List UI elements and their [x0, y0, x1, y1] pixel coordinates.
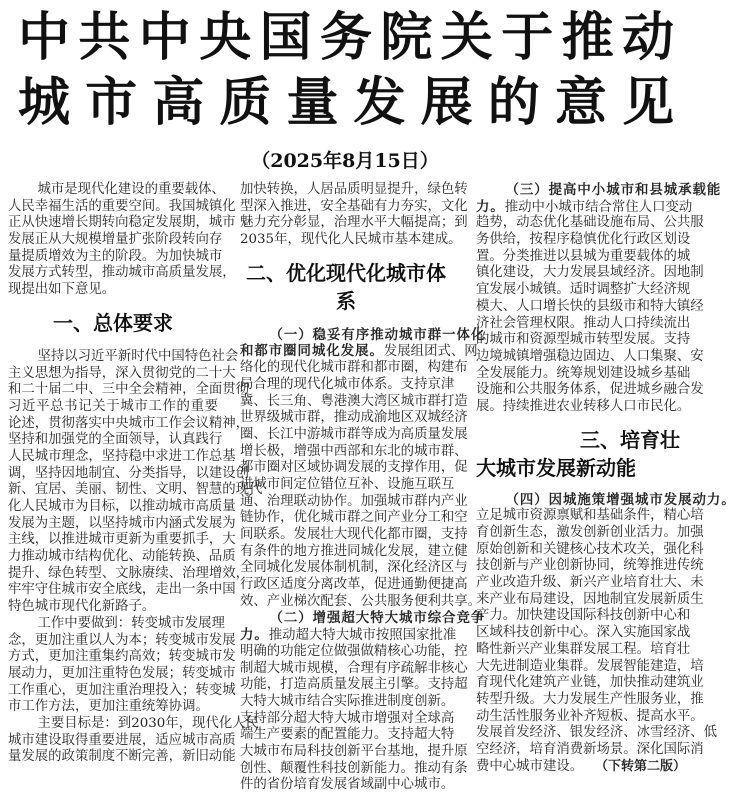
text-line: 主义思想为指导，深入贯彻党的二十大: [8, 365, 236, 381]
text-line: [476, 182, 722, 199]
body-text: 发展组团式、网: [383, 344, 478, 360]
paragraph: [8, 348, 263, 616]
text-line: 络化的现代化城市群和都市圈，构建布: [240, 360, 468, 376]
subheading-text: （三）提高中小城市和县城承载能: [505, 182, 722, 198]
subheading-text: 力。: [240, 627, 269, 644]
text-line: 都市圈对区域协调发展的支撑作用，促: [240, 460, 468, 476]
text-line: 方式，更加注重集约高效；转变城市发: [8, 649, 236, 665]
text-line: 新、宜居、美丽、韧性、文明、智慧的现代: [8, 482, 263, 498]
section-heading: 一、总体要求: [53, 310, 173, 335]
text-line: 论述，贯彻落实中央城市工作会议精神，: [8, 415, 250, 431]
text-line: 发展首发经济、银发经济、冰雪经济、低: [476, 725, 718, 741]
text-line: 念，更加注重以人为本；转变城市发展: [8, 632, 236, 648]
body-text: 推动中小城市结合常住人口变动: [504, 199, 693, 215]
subheading-text: 力。: [476, 198, 505, 215]
text-line: 人民幸福生活的重要空间。我国城镇化: [8, 198, 236, 214]
paragraph: [240, 182, 468, 249]
article-column-2: [240, 182, 486, 794]
paragraph: [240, 610, 486, 794]
text-line: [240, 343, 478, 360]
text-line: 工作重心，更加注重治理投入；转变城: [8, 682, 236, 698]
text-line: 有条件的地方推进同城化发展，建立健: [240, 543, 468, 559]
text-line: 略性新兴产业集群发展工程。培育壮: [476, 641, 691, 657]
text-line: [476, 198, 693, 216]
text-line: 行政区适度分离改革，促进通勤便捷高: [240, 577, 468, 593]
text-line: 大特大城市结合实际推进制度创新。: [240, 693, 455, 709]
text-line: 展。持续推进农业转移人口市民化。: [476, 398, 691, 414]
text-line: 设施和公共服务体系，促进城乡融合发: [476, 382, 704, 398]
text-line: 冀、长三角、粤港澳大湾区城市群打造: [240, 393, 468, 409]
subheading-text: （二）增强超大特大城市综合竞争: [269, 610, 486, 627]
text-line: 模大、人口增长快的县级市和特大镇经: [476, 298, 704, 314]
section-heading: 二、优化现代化城市体系: [246, 260, 446, 313]
text-line: 制超大城市规模，合理有序疏解非核心: [240, 660, 468, 676]
text-line: 动生活性服务业补齐短板、提高水平。: [476, 708, 704, 724]
text-line: 坚持和加强党的全面领导，认真践行: [8, 432, 223, 448]
text-line: 展动力，更加注重特色发展；转变城市: [8, 665, 236, 681]
text-line: 人民城市理念，坚持稳中求进工作总基: [8, 448, 236, 464]
text-line: 牢牢守住城市安全底线，走出一条中国: [8, 582, 236, 598]
publication-date: （2025年8月15日）: [251, 150, 439, 172]
headline-line-1: 中共中央国务院关于推动: [18, 8, 676, 68]
text-line: 费中心城市建设。 （下转第二版）: [476, 758, 686, 774]
text-line: 世界级城市群，推动成渝地区双城经济: [240, 410, 468, 426]
text-line: [476, 491, 736, 509]
text-line: 圈、长江中游城市群等成为高质量发展: [240, 426, 468, 442]
headline-line-2: 城市高质量发展的意见: [18, 73, 676, 133]
text-line: 功能，打造高质量发展主引擎。支持超: [240, 677, 468, 693]
text-line: 局合理的现代化城市体系。支持京津: [240, 376, 455, 392]
text-line: 边境城镇增强稳边固边、人口集聚、安: [476, 348, 704, 364]
text-line: 来产业布局建设，因地制宜发展新质生: [476, 591, 704, 607]
text-line: 力推动城市结构优化、动能转换、品质: [8, 549, 236, 565]
text-line: 宜发展小城镇。适时调整扩大经济规: [476, 282, 691, 298]
paragraph: [8, 715, 260, 766]
text-line: 通、治理联动协作。加强城市群内产业: [240, 493, 468, 509]
continued-on-page-2-note: （下转第二版）: [594, 758, 686, 774]
text-line: 大城市布局科技创新平台基地，提升原: [240, 743, 468, 759]
text-line: 产业改造升级、新兴产业培育壮大、未: [476, 575, 704, 591]
text-line: 现提出如下意见。: [8, 282, 116, 298]
text-line: 区域科技创新中心。深入实施国家战: [476, 625, 691, 641]
text-line: 原始创新和关键核心技术攻关，强化科: [476, 541, 704, 557]
text-line: 发展为主题，以坚持城市内涵式发展为: [8, 515, 236, 531]
body-text: 推动超大特大城市按照国家批准: [268, 628, 457, 644]
text-line: 支持部分超大特大城市增强对全球高: [240, 710, 455, 726]
article-column-3: [476, 182, 736, 775]
text-line: 转型升级。大力发展生产性服务业，推: [476, 691, 704, 707]
text-line: 产力。加快建设国际科技创新中心和: [476, 608, 691, 624]
text-line: 2035年，现代化人民城市基本建成。: [240, 232, 462, 248]
text-line: 济社会管理权限。推动人口持续流出: [476, 315, 691, 331]
text-line: 育创新生态，激发创新创业活力。加强: [476, 525, 704, 540]
text-line: 主要目标是：到2030年，现代化人民: [37, 715, 260, 731]
text-line: 坚持以习近平新时代中国特色社会: [37, 348, 239, 364]
text-line: 育现代化建筑产业链，加快推动建筑业: [476, 675, 704, 691]
text-line: 全发展能力。统筹规划建设城乡基础: [476, 365, 691, 381]
text-line: 明确的功能定位做强做精核心功能，控: [240, 643, 468, 659]
paragraph: [8, 182, 236, 299]
text-line: 量提质增效为主的阶段。为加快城市: [8, 248, 223, 264]
text-line: 大先进制造业集群。发展智能建造，培: [476, 658, 704, 674]
text-line: 调，坚持因地制宜、分类指导，以建设创: [8, 465, 250, 481]
text-line: 市工作方法，更加注重统筹协调。: [8, 699, 209, 715]
text-line: 增长极，增强中西部和东北的城市群、: [240, 443, 468, 459]
text-line: 城市建设取得重要进展，适应城市高质: [8, 732, 236, 748]
text-line: 习近平总书记关于城市工作的重要: [8, 398, 218, 414]
text-line: 型深入推进，安全基础有力夯实，文化: [240, 198, 468, 214]
text-line: 空经济，培育消费新场景。深化国际消: [476, 741, 704, 757]
text-line: 主线，以推进城市更新为重要抓手，大: [8, 532, 236, 548]
subheading-text: （四）因城施策增强城市发展动力。: [505, 491, 736, 508]
text-line: 间联系。发展壮大现代化都市圈，支持: [240, 527, 468, 542]
text-line: 工作中要做到：转变城市发展理: [37, 615, 225, 631]
text-line: 发展方式转型，推动城市高质量发展，: [8, 265, 236, 281]
text-line: 特色城市现代化新路子。: [8, 599, 156, 615]
text-line: 务供给，按程序稳慎优化行政区划设: [476, 232, 691, 248]
text-line: 发展正从大规模增量扩张阶段转向存: [8, 232, 223, 248]
text-line: 和二十届二中、三中全会精神，全面贯彻: [8, 382, 250, 398]
section-heading: 三、培育壮大城市发展新动能: [476, 427, 680, 480]
text-line: 镇化建设，大力发展县域经济。因地制: [476, 265, 704, 281]
paragraph: [476, 491, 736, 776]
text-line: 件的省份培育发展省域副中心城市。: [240, 777, 455, 793]
text-line: 量发展的政策制度不断完善，新旧动能: [8, 749, 236, 765]
text-line: 立足城市资源禀赋和基础条件，精心培: [476, 508, 704, 524]
subheading-text: （一）稳妥有序推动城市群一体化: [269, 326, 486, 343]
paragraph: [476, 182, 722, 416]
text-line: 的城市和资源型城市转型发展。支持: [476, 332, 691, 348]
text-line: 加快转换，人居品质明显提升，绿色转: [240, 182, 468, 197]
text-line: 魅力充分彰显，治理水平大幅提高；到: [240, 215, 468, 231]
article-column-1: [8, 182, 263, 766]
text-line: [240, 326, 486, 344]
paragraph: [240, 326, 486, 611]
text-line: 进城市间定位错位互补、设施互联互: [240, 476, 455, 492]
text-line: 趋势，动态优化基础设施布局、公共服: [476, 215, 704, 231]
text-line: 城市是现代化建设的重要载体、: [37, 182, 225, 197]
text-line: [240, 610, 486, 627]
text-line: 链协作，优化城市群之间产业分工和空: [240, 510, 468, 526]
text-line: 全同城化发展体制机制，深化经济区与: [240, 560, 468, 576]
text-line: 技创新与产业创新协同，统筹推进传统: [476, 558, 704, 574]
text-line: [240, 627, 457, 644]
text-line: 创性、颠覆性科技创新能力。推动有条: [240, 760, 468, 776]
text-line: 化人民城市为目标，以推动城市高质量: [8, 499, 236, 514]
subheading-text: 和都市圈同城化发展。: [240, 343, 384, 360]
text-line: 正从快速增长期转向稳定发展期，城市: [8, 215, 236, 231]
text-line: 置。分类推进以县城为重要载体的城: [476, 248, 691, 264]
paragraph: [8, 615, 236, 716]
text-line: 效、产业梯次配套、公共服务便利共享。: [240, 593, 482, 609]
text-line: 端生产要素的配置能力。支持超大特: [240, 727, 455, 743]
text-line: 提升、绿色转型、文脉赓续、治理增效，: [8, 565, 250, 581]
